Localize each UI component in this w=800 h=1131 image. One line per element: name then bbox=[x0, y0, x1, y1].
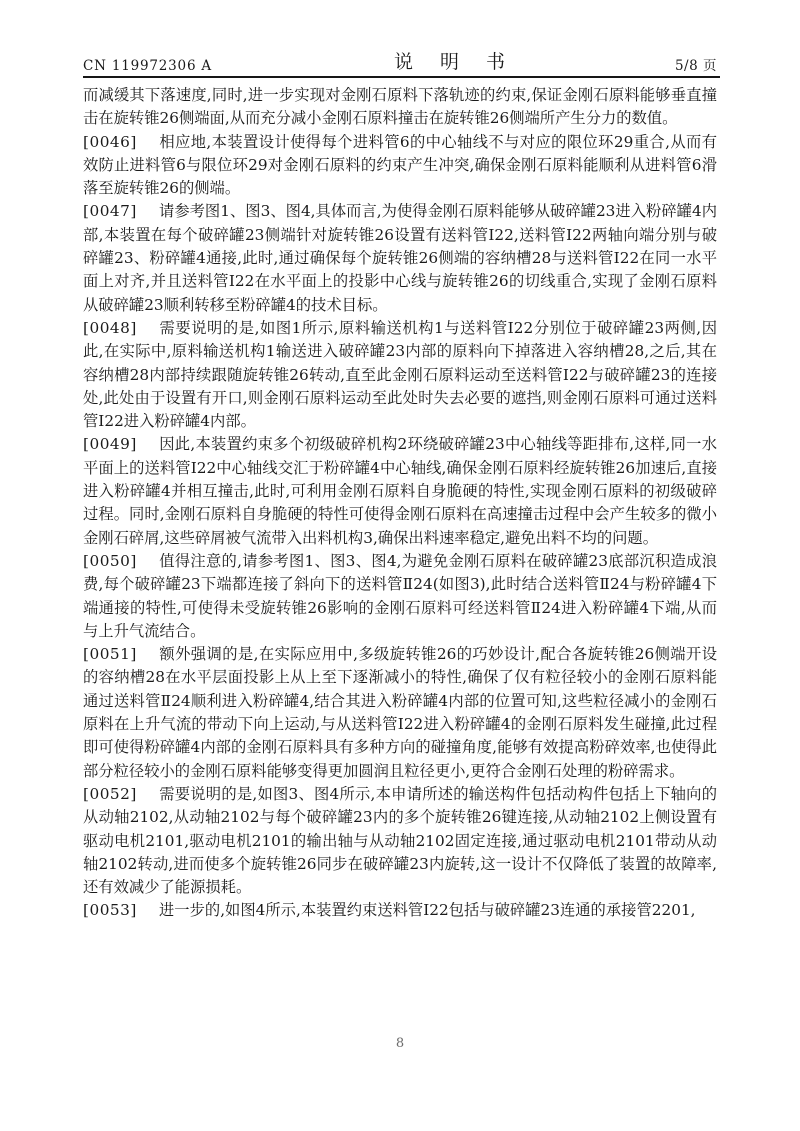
document-number: CN 119972306 A bbox=[83, 58, 212, 74]
paragraph-number: [0051] bbox=[83, 645, 137, 664]
paragraph-text: 请参考图1、图3、图4,具体而言,为使得金刚石原料能够从破碎罐23进入粉碎罐4内部,本装置在每个破碎罐23侧端针对旋转锥26设置有送料管I22,送料管I22两轴向端分别与破碎罐23、粉碎罐4通接,此时,通过确保每个旋转锥26侧端的容纳槽28与送料管I22在同一水平面上对齐,并且送料管I22在水平面上的投影中心线与旋转锥26的切线重合,实现了金刚石原料从破碎罐23顺利转移至粉碎罐4的技术目标。 bbox=[83, 202, 717, 314]
header-divider bbox=[83, 76, 720, 78]
page-header bbox=[83, 44, 717, 74]
paragraph bbox=[83, 131, 717, 201]
paragraphs bbox=[83, 84, 717, 923]
paragraph-text: 需要说明的是,如图1所示,原料输送机构1与送料管I22分别位于破碎罐23两侧,因此,在实际中,原料输送机构1输送进入破碎罐23内部的原料向下掉落进入容纳槽28,之后,其在容纳槽28内部持续跟随旋转锥26转动,直至此金刚石原料运动至送料管I22与破碎罐23的连接处,此处由于设置有开口,则金刚石原料运动至此处时失去必要的遮挡,则金刚石原料可通过送料管I22进入粉碎罐4内部。 bbox=[83, 318, 717, 431]
paragraph-text: 进一步的,如图4所示,本装置约束送料管I22包括与破碎罐23连通的承接管2201, bbox=[159, 901, 696, 920]
paragraph bbox=[83, 783, 717, 899]
paragraph-number: [0053] bbox=[83, 901, 137, 920]
paragraph bbox=[83, 550, 717, 643]
paragraph-text: 相应地,本装置设计使得每个进料管6的中心轴线不与对应的限位环29重合,从而有效防止进料管6与限位环29对金刚石原料的约束产生冲突,确保金刚石原料能顺利从进料管6滑落至旋转锥26的侧端。 bbox=[83, 132, 717, 198]
paragraph-number: [0050] bbox=[83, 551, 137, 570]
paragraph bbox=[83, 433, 717, 549]
paragraph-text: 需要说明的是,如图3、图4所示,本申请所述的输送构件包括动构件包括上下轴向的从动轴2102,从动轴2102与每个破碎罐23内的多个旋转锥26键连接,从动轴2102上侧设置有驱动电机2101,驱动电机2101的输出轴与从动轴2102固定连接,通过驱动电机2101带动从动轴2102转动,进而使多个旋转锥26同步在破碎罐23内旋转,这一设计不仅降低了装置的故障率,还有效减少了能源损耗。 bbox=[83, 784, 717, 897]
paragraph bbox=[83, 899, 717, 922]
page-footer bbox=[0, 1036, 800, 1051]
paragraph-number: [0046] bbox=[83, 132, 137, 151]
paragraph-text: 值得注意的,请参考图1、图3、图4,为避免金刚石原料在破碎罐23底部沉积造成浪费,每个破碎罐23下端都连接了斜向下的送料管Ⅱ24(如图3),此时结合送料管Ⅱ24与粉碎罐4下端通接的特性,可使得未受旋转锥26影响的金刚石原料可经送料管Ⅱ24进入粉碎罐4下端,从而与上升气流结合。 bbox=[83, 551, 717, 640]
paragraph bbox=[83, 200, 717, 316]
paragraph-text: 因此,本装置约束多个初级破碎机构2环绕破碎罐23中心轴线等距排布,这样,同一水平面上的送料管I22中心轴线交汇于粉碎罐4中心轴线,确保金刚石原料经旋转锥26加速后,直接进入粉碎罐4并相互撞击,此时,可利用金刚石原料自身脆硬的特性,实现金刚石原料的初级破碎过程。同时,金刚石原料自身脆硬的特性可使得金刚石原料在高速撞击过程中会产生较多的微小金刚石碎屑,这些碎屑被气流带入出料机构3,确保出料速率稳定,避免出料不均的问题。 bbox=[83, 435, 717, 547]
paragraph bbox=[83, 643, 717, 783]
paragraph-number: [0049] bbox=[83, 435, 137, 454]
paragraph bbox=[83, 84, 717, 131]
paragraph-number: [0048] bbox=[83, 318, 137, 337]
paragraph-number: [0052] bbox=[83, 784, 137, 803]
paragraph-text: 额外强调的是,在实际应用中,多级旋转锥26的巧妙设计,配合各旋转锥26侧端开设的容纳槽28在水平层面投影上从上至下逐渐减小的特性,确保了仅有粒径较小的金刚石原料能通过送料管Ⅱ24顺利进入粉碎罐4,结合其进入粉碎罐4内部的位置可知,这些粒径减小的金刚石原料在上升气流的带动下向上运动,与从送料管I22进入粉碎罐4的金刚石原料发生碰撞,此过程即可使得粉碎罐4内部的金刚石原料具有多种方向的碰撞角度,能够有效提高粉碎效率,也使得此部分粒径较小的金刚石原料能够变得更加圆润且粒径更小,更符合金刚石处理的粉碎需求。 bbox=[83, 645, 717, 780]
page-indicator: 5/8 页 bbox=[674, 58, 717, 74]
footer-page-number: 8 bbox=[395, 1036, 405, 1051]
paragraph-text: 而减缓其下落速度,同时,进一步实现对金刚石原料下落轨迹的约束,保证金刚石原料能够垂直撞击在旋转锥26侧端面,从而充分减小金刚石原料撞击在旋转锥26侧端所产生分力的数值。 bbox=[83, 86, 717, 128]
document-title: 说 明 书 bbox=[393, 51, 509, 73]
paragraph bbox=[83, 317, 717, 433]
paragraph-number: [0047] bbox=[83, 202, 137, 221]
